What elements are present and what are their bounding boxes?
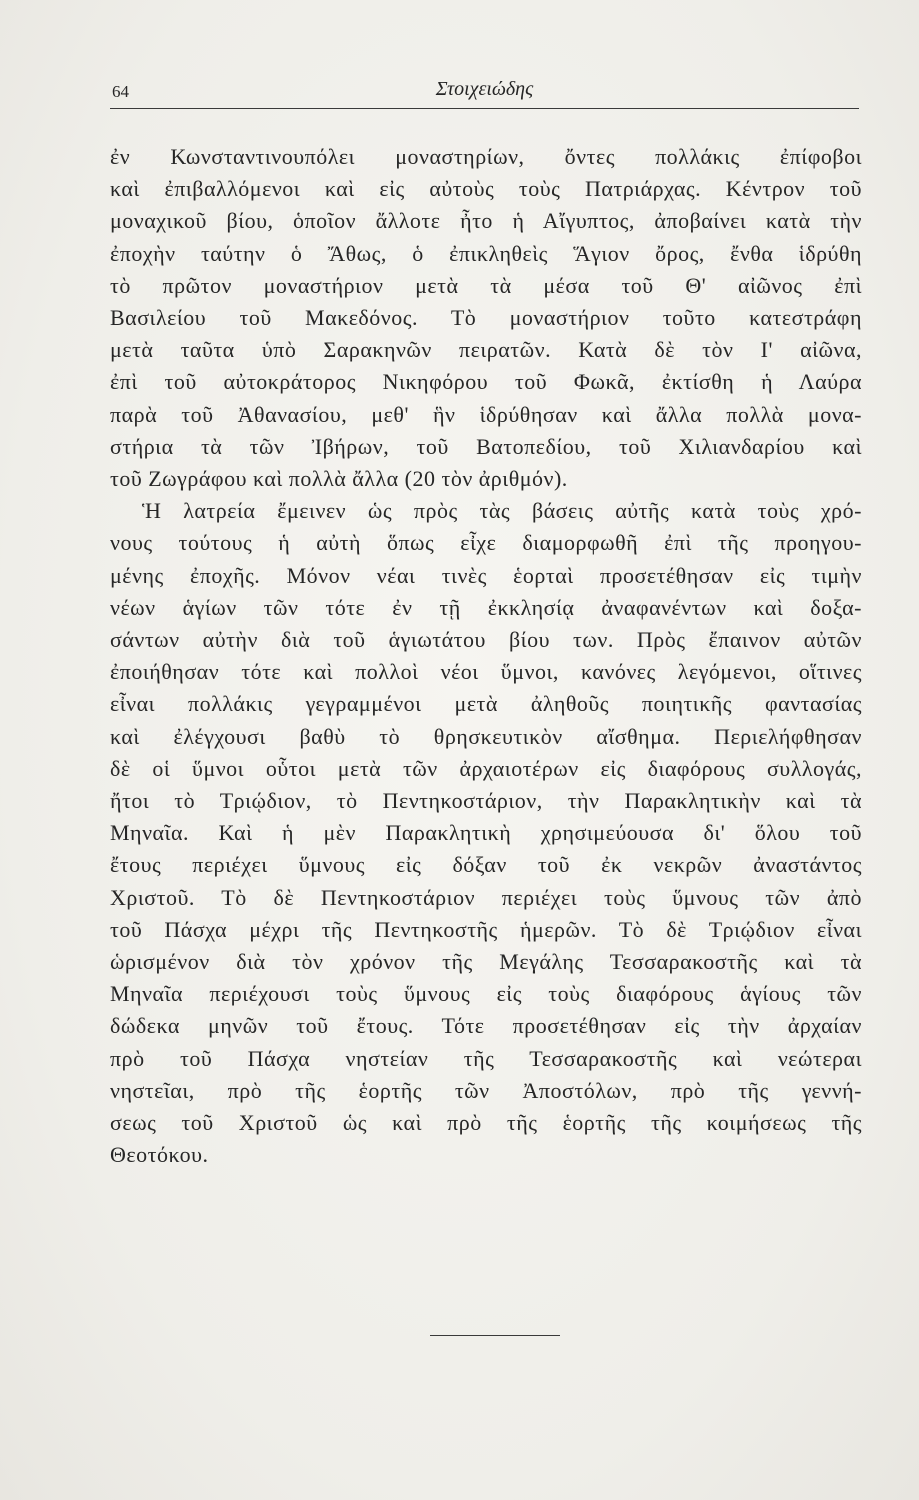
text-line: ἔτους περιέχει ὕμνους εἰς δόξαν τοῦ ἐκ νεκρῶν ἀναστάντος: [110, 852, 862, 878]
text-line: καὶ ἐπιβαλλόμενοι καὶ εἰς αὐτοὺς τοὺς Πατριάρχας. Κέντρον τοῦ: [110, 176, 862, 202]
text-line: ἐποιήθησαν τότε καὶ πολλοὶ νέοι ὕμνοι, κανόνες λεγόμενοι, οἵτινες: [110, 659, 862, 685]
text-line: μένης ἐποχῆς. Μόνον νέαι τινὲς ἑορταὶ προσετέθησαν εἰς τιμὴν: [110, 562, 862, 588]
text-line: Χριστοῦ. Τὸ δὲ Πεντηκοστάριον περιέχει τοὺς ὕμνους τῶν ἀπὸ: [110, 884, 862, 910]
text-line: δώδεκα μηνῶν τοῦ ἔτους. Τότε προσετέθησαν εἰς τὴν ἀρχαίαν: [110, 1013, 862, 1039]
running-title: Στοιχειώδης: [435, 78, 534, 100]
section-divider: [430, 1335, 560, 1336]
paragraph-1: [110, 141, 862, 495]
text-line: δὲ οἱ ὕμνοι οὗτοι μετὰ τῶν ἀρχαιοτέρων εἰς διαφόρους συλλογάς,: [110, 755, 862, 781]
text-line: Μηναῖα περιέχουσι τοὺς ὕμνους εἰς τοὺς διαφόρους ἁγίους τῶν: [110, 981, 862, 1007]
text-line: Βασιλείου τοῦ Μακεδόνος. Τὸ μοναστήριον τοῦτο κατεστράφη: [110, 305, 862, 331]
text-line: τοῦ Ζωγράφου καὶ πολλὰ ἄλλα (20 τὸν ἀριθμόν).: [110, 466, 568, 492]
text-line: πρὸ τοῦ Πάσχα νηστείαν τῆς Τεσσαρακοστῆς καὶ νεώτεραι: [110, 1045, 862, 1071]
text-line: ἐν Κωνσταντινουπόλει μοναστηρίων, ὄντες πολλάκις ἐπίφοβοι: [110, 144, 862, 169]
text-line: εἶναι πολλάκις γεγραμμένοι μετὰ ἀληθοῦς ποιητικῆς φαντασίας: [110, 691, 862, 717]
text-line: καὶ ἐλέγχουσι βαθὺ τὸ θρησκευτικὸν αἴσθημα. Περιελήφθησαν: [110, 723, 862, 749]
paragraph-2: [110, 495, 862, 1171]
text-line: νους τούτους ἡ αὐτὴ ὅπως εἶχε διαμορφωθῆ ἐπὶ τῆς προηγου-: [110, 530, 862, 556]
text-line: ἤτοι τὸ Τριῴδιον, τὸ Πεντηκοστάριον, τὴν Παρακλητικὴν καὶ τὰ: [110, 788, 862, 814]
text-line: στήρια τὰ τῶν Ἰβήρων, τοῦ Βατοπεδίου, τοῦ Χιλιανδαρίου καὶ: [110, 433, 862, 459]
page-number: 64: [112, 82, 129, 101]
text-line: σεως τοῦ Χριστοῦ ὡς καὶ πρὸ τῆς ἑορτῆς τῆς κοιμήσεως τῆς: [110, 1110, 862, 1136]
text-line: παρὰ τοῦ Ἀθανασίου, μεθ' ἣν ἱδρύθησαν καὶ ἄλλα πολλὰ μονα-: [110, 401, 862, 427]
text-line: νηστεῖαι, πρὸ τῆς ἑορτῆς τῶν Ἀποστόλων, πρὸ τῆς γεννή-: [110, 1077, 862, 1103]
text-line: Θεοτόκου.: [110, 1142, 209, 1168]
text-line: ὡρισμένον διὰ τὸν χρόνον τῆς Μεγάλης Τεσσαρακοστῆς καὶ τὰ: [110, 949, 862, 975]
body-text: [110, 141, 862, 1172]
text-line: μετὰ ταῦτα ὑπὸ Σαρακηνῶν πειρατῶν. Κατὰ δὲ τὸν Ι' αἰῶνα,: [110, 337, 862, 363]
text-line: σάντων αὐτὴν διὰ τοῦ ἁγιωτάτου βίου των. Πρὸς ἔπαινον αὐτῶν: [110, 627, 862, 653]
text-line: Μηναῖα. Καὶ ἡ μὲν Παρακλητικὴ χρησιμεύουσα δι' ὅλου τοῦ: [110, 820, 862, 846]
text-line: ἐπὶ τοῦ αὐτοκράτορος Νικηφόρου τοῦ Φωκᾶ, ἐκτίσθη ἡ Λαύρα: [110, 369, 862, 395]
text-line: τοῦ Πάσχα μέχρι τῆς Πεντηκοστῆς ἡμερῶν. Τὸ δὲ Τριῴδιον εἶναι: [110, 916, 862, 942]
text-line: ἐποχὴν ταύτην ὁ Ἄθως, ὁ ἐπικληθεὶς Ἅγιον ὄρος, ἔνθα ἱδρύθη: [110, 240, 862, 266]
text-line: μοναχικοῦ βίου, ὁποῖον ἄλλοτε ἦτο ἡ Αἴγυπτος, ἀποβαίνει κατὰ τὴν: [110, 208, 862, 234]
text-line: νέων ἁγίων τῶν τότε ἐν τῇ ἐκκλησίᾳ ἀναφανέντων καὶ δοξα-: [110, 594, 862, 620]
page-header: [110, 72, 859, 109]
text-line: Ἡ λατρεία ἔμεινεν ὡς πρὸς τὰς βάσεις αὐτῆς κατὰ τοὺς χρό-: [142, 498, 862, 524]
text-line: τὸ πρῶτον μοναστήριον μετὰ τὰ μέσα τοῦ Θ' αἰῶνος ἐπὶ: [110, 272, 862, 298]
